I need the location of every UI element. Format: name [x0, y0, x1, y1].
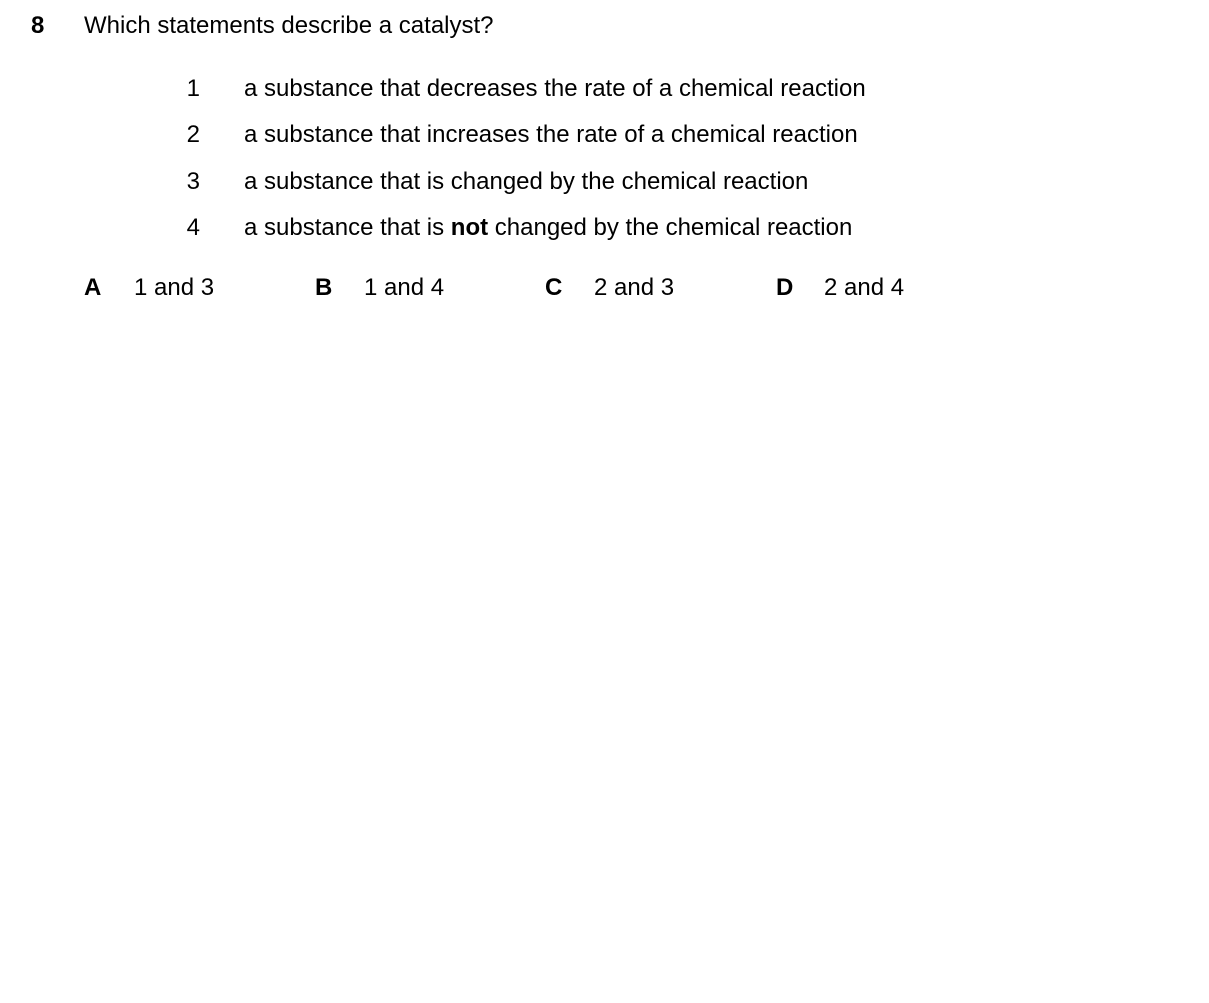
option-a-text: 1 and 3: [134, 274, 215, 301]
option-a-letter: A: [84, 274, 102, 301]
statement-1-number: 1: [186, 75, 200, 102]
statement-4-text-after: changed by the chemical reaction: [488, 214, 853, 241]
option-b-letter: B: [315, 274, 333, 301]
statement-1-text: a substance that decreases the rate of a chemical reaction: [244, 75, 866, 102]
statement-4-number: 4: [186, 214, 200, 241]
statement-2-number: 2: [186, 121, 200, 148]
option-c-letter: C: [545, 274, 563, 301]
statement-4-text-before: a substance that is: [244, 214, 451, 241]
statement-4-text: [244, 216, 852, 240]
option-d-letter: D: [776, 274, 794, 301]
statement-4-emphasis: not: [450, 214, 489, 241]
statement-3-text: a substance that is changed by the chemical reaction: [244, 168, 809, 195]
option-b-text: 1 and 4: [364, 274, 445, 301]
question-number: 8: [31, 12, 45, 39]
statement-2-text: a substance that increases the rate of a chemical reaction: [244, 121, 858, 148]
question-text: Which statements describe a catalyst?: [84, 12, 494, 39]
option-d-text: 2 and 4: [824, 274, 905, 301]
statement-3-number: 3: [186, 168, 200, 195]
option-c-text: 2 and 3: [594, 274, 675, 301]
